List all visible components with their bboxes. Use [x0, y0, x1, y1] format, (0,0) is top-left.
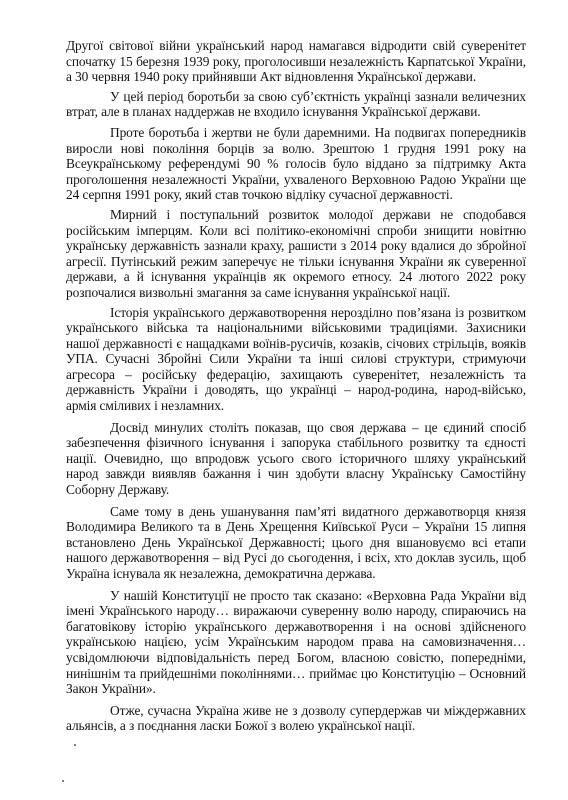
scan-speck [62, 780, 64, 782]
paragraph-conclusion: Отже, сучасна Україна живе не з дозволу супердержав чи міждержавних альянсів, а з поєднання ласки Божої з волею української нації. [66, 702, 526, 734]
paragraph-statehood-day: Саме тому в день ушанування пам’яті видатного державотворця князя Володимира Великого та в День Хрещення Київської Руси – України 15 липня встановлено День Української Державності; цього дня вшановуємо всі етапи нашого державотворення – від Русі до сьогодення, і всіх, хто доклав зусиль, щоб Україна існувала як незалежна, демократична держава. [66, 503, 526, 581]
paragraph-losses: У цей період боротьби за свою суб’єктність українці зазнали величезних втрат, але в планах наддержав не входило існування Української держави. [66, 88, 526, 120]
paragraph-russian-aggression: Мирний і поступальний розвиток молодої держави не сподобався російським імперцям. Коли всі політико-економічні спроби знищити новітню українську державність зазнали краху, рашисти з 2014 року вдалися до збройної агресії. Путінський режим заперечує не тільки існування України як суверенної держави, а й існування українців як окремого етносу. 24 лютого 2022 року розпочалися визвольні змагання за саме існування української нації. [66, 206, 526, 300]
scan-speck [74, 744, 76, 746]
paragraph-own-state: Досвід минулих століть показав, що своя держава – це єдиний спосіб забезпечення фізичного існування і запорука стабільного розвитку та єдності нації. Очевидно, що впродовж усього свого історичного шляху український народ завжди виявляв бажання і чин здобути власну Українську Самостійну Соборну Державу. [66, 419, 526, 498]
paragraph-military-traditions: Історія українського державотворення нерозділно пов’язана із розвитком українського війська та національними військовими традиціями. Захисники нашої державності є нащадками воїнів-русичів, козаків, січових стрільців, вояків УПА. Сучасні Збройні Сили України та інші силові структури, стримуючи агресора – російську федерацію, захищають суверенітет, незалежність та державність України і доводять, що українці – народ-родина, народ-військо, армія сміливих і незламних. [66, 304, 526, 414]
paragraph-referendum-1991: Проте боротьба і жертви не були даремними. На подвигах попередників виросли нові покоління борців за волю. Зрештою 1 грудня 1991 року на Всеукраїнському референдумі 90 % голосів було віддано за підтримку Акта проголошення незалежності України, ухваленого Верховною Радою України ще 24 серпня 1991 року, який став точкою відліку сучасної державності. [66, 124, 526, 203]
paragraph-ww2-sovereignty: Другої світової війни український народ намагався відродити свій суверенітет спочатку 15 березня 1939 року, проголосивши незалежність Карпатської України, а 30 червня 1940 року прийнявши Акт відновлення Української держави. [66, 38, 526, 85]
paragraph-constitution-quote: У нашій Конституції не просто так сказано: «Верховна Рада України від імені Українського народу… виражаючи суверенну волю народу, спираючись на багатовікову історію українського державотворення і на основі здійсненого українською нацією, усім Українським народом права на самовизначення… усвідомлюючи відповідальність перед Богом, власною совістю, попередніми, нинішнім та прийдешніми поколіннями… приймає цю Конституцію – Основний Закон України». [66, 587, 526, 697]
